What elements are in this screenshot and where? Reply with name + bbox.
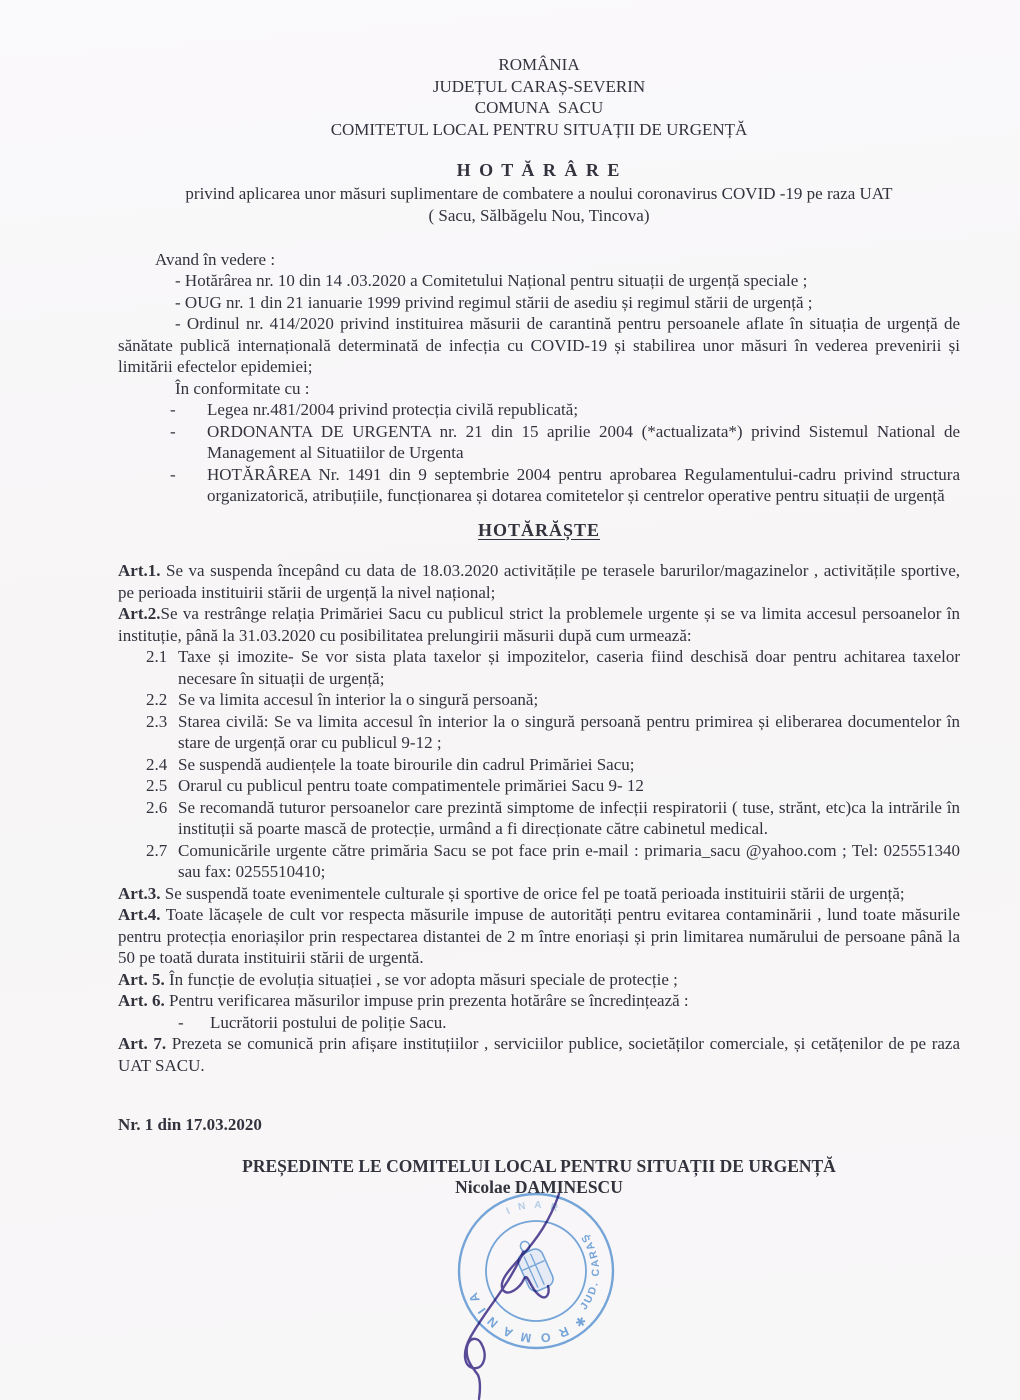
president-title-line: PREȘEDINTE LE COMITELUI LOCAL PENTRU SITUAȚII DE URGENȚĂ xyxy=(242,1155,836,1176)
article-text: Se va restrânge relația Primăriei Sacu cu publicul strict la problemele urgente și se va limita accesul persoanelor în instituție, până la 31.03.2020 cu posibilitatea prelungirii măsurii după cum urmează: xyxy=(118,604,960,645)
conformity-item xyxy=(118,464,960,507)
stamp-coat-of-arms-icon xyxy=(511,1236,555,1293)
measure-item-2-7 xyxy=(118,840,960,883)
article-text: Se suspendă toate evenimentele culturale și sportive de orice fel pe toată perioada instituirii stării de urgență; xyxy=(160,883,905,903)
subtitle-line-2: ( Sacu, Sălbăgelu Nou, Tincova) xyxy=(428,206,650,225)
article-label: Art. 7. xyxy=(118,1034,167,1053)
svg-text:I N A R xyxy=(505,1200,562,1217)
letterhead xyxy=(118,54,960,140)
measure-text: Se va limita accesul în interior la o singură persoană; xyxy=(178,690,539,709)
conformity-item-text: ORDONANTA DE URGENTA nr. 21 din 15 aprilie 2004 (*actualizata*) privind Sistemul National de Management al Situatiilor de Urgenta xyxy=(207,421,960,462)
measure-item-2-2 xyxy=(118,689,960,711)
measure-number: 2.4 xyxy=(146,754,168,774)
preamble-intro: Avand în vedere : xyxy=(155,249,276,269)
measure-item-2-4 xyxy=(118,754,960,776)
article-3 xyxy=(118,883,960,905)
measure-item-2-5 xyxy=(118,775,960,797)
measure-number: 2.3 xyxy=(146,711,168,731)
letterhead-country: ROMÂNIA xyxy=(498,55,580,74)
measure-text: Se recomandă tuturor persoanelor care prezintă simptome de infecții respiratorii ( tuse, strănt, etc)ca la intrările în instituții să poarte mască de protecție, urmând a fi direcționate către cabinetul medical. xyxy=(178,797,960,838)
conformity-item-text: Legea nr.481/2004 privind protecția civilă republicată; xyxy=(207,400,579,419)
measure-item-2-1 xyxy=(118,646,960,689)
dash-bullet: - xyxy=(170,421,176,441)
svg-text:JUD. CARAŞ xyxy=(578,1230,602,1312)
article-text: În funcție de evoluția situației , se vor adopta măsuri speciale de protecție ; xyxy=(164,969,678,989)
decision-heading: HOTĂRĂȘTE xyxy=(477,519,601,540)
svg-text:✱ R O M A N I A xyxy=(465,1288,588,1345)
measure-number: 2.7 xyxy=(146,840,168,860)
article-label: Art. 6. xyxy=(118,991,165,1010)
subtitle-line-1: privind aplicarea unor măsuri suplimentare de combatere a noului coronavirus COVID -19 pe raza UAT xyxy=(185,183,893,203)
police-sub-item xyxy=(118,1012,960,1034)
signature-scrawl-icon xyxy=(465,1194,559,1399)
measure-text: Se suspendă audiențele la toate birourile din cadrul Primăriei Sacu; xyxy=(178,754,635,774)
letterhead-commune: COMUNA SACU xyxy=(474,98,604,117)
measure-number: 2.1 xyxy=(146,647,168,666)
conformity-item-text: HOTĂRÂREA Nr. 1491 din 9 septembrie 2004 pentru aprobarea Regulamentului-cadru privind structura organizatorică, atribuțiile, funcționarea și dotarea comitetelor și centrelor operative pentru situații de urgență xyxy=(207,464,960,505)
measure-item-2-6 xyxy=(118,797,960,840)
dash-bullet: - xyxy=(170,464,176,484)
letterhead-county: JUDEȚUL CARAȘ-SEVERIN xyxy=(432,76,646,96)
measure-text: Taxe și imozite- Se vor sista plata taxelor și impozitelor, caseria fiind deschisă doar pentru achitarea taxelor necesare în situații de urgență; xyxy=(178,647,960,688)
measure-number: 2.2 xyxy=(146,690,168,709)
article-text: Toate lăcașele de cult vor respecta măsurile impuse de autorități pentru evitarea contaminării , lund toate măsurile pentru protecția enoriașilor prin respectarea distantei de 2 m între enoriași și prin limitarea numărului de persoane până la 50 pe toată durata instituirii stării de urgentă. xyxy=(118,905,960,967)
article-label: Art.1. xyxy=(118,561,161,580)
police-sub-item-text: Lucrătorii postului de poliție Sacu. xyxy=(210,1012,447,1032)
article-4 xyxy=(118,904,960,969)
article-label: Art.2. xyxy=(118,604,161,623)
seal-and-signature-overlay xyxy=(428,1172,643,1400)
measure-text: Orarul cu publicul pentru toate compatimentele primăriei Sacu 9- 12 xyxy=(178,776,644,795)
article-5 xyxy=(118,969,960,991)
article-1 xyxy=(118,560,960,603)
conformity-intro: În conformitate cu : xyxy=(175,378,310,398)
consideration-item: - Hotărârea nr. 10 din 14 .03.2020 a Comitetului Național pentru situații de urgență speciale ; xyxy=(175,271,808,290)
article-text: Prezeta se comunică prin afișare instituțiilor , serviciilor publice, societăților comerciale, și cetățenilor de pe raza UAT SACU. xyxy=(118,1034,961,1075)
article-6 xyxy=(118,990,960,1012)
letterhead-committee: COMITETUL LOCAL PENTRU SITUAȚII DE URGENȚĂ xyxy=(330,119,748,139)
article-2 xyxy=(118,603,960,646)
article-7 xyxy=(118,1033,960,1076)
consideration-item: - Ordinul nr. 414/2020 privind instituirea măsurii de carantină pentru persoanele aflate în situația de urgență de sănătate publică internațională determinată de infecția cu COVID-19 și stabilirea unor măsuri în vederea prevenirii și limitării efectelor epidemiei; xyxy=(118,314,960,376)
measure-number: 2.5 xyxy=(146,776,168,795)
official-round-stamp-icon xyxy=(459,1194,613,1348)
measure-text: Comunicările urgente către primăria Sacu se pot face prin e-mail : primaria_sacu @yahoo.com ; Tel: 025551340 sau fax: 0255510410; xyxy=(178,840,960,881)
page-title: H O T Ă R Â R E xyxy=(456,160,622,180)
article-label: Art.3. xyxy=(118,883,161,903)
dash-bullet: - xyxy=(170,400,176,419)
measure-number: 2.6 xyxy=(146,797,168,817)
stamp-top-text: I N A R xyxy=(504,1199,562,1218)
consideration-item: - OUG nr. 1 din 21 ianuarie 1999 privind regimul stării de asediu și regimul stării de urgență ; xyxy=(175,292,813,312)
article-label: Art.4. xyxy=(118,905,161,924)
conformity-item xyxy=(118,399,960,421)
conformity-item xyxy=(118,421,960,464)
dash-bullet: - xyxy=(178,1012,184,1032)
president-name: Nicolae DAMINESCU xyxy=(455,1177,623,1197)
article-text: Se va suspenda începând cu data de 18.03.2020 activitățile pe terasele barurilor/magazinelor , activitățile sportive, pe perioada instituirii stării de urgență la nivel național; xyxy=(118,561,960,602)
measure-item-2-3 xyxy=(118,711,960,754)
article-text: Pentru verificarea măsurilor impuse prin prezenta hotărâre se încredințează : xyxy=(164,991,689,1010)
article-label: Art. 5. xyxy=(118,969,165,989)
measure-text: Starea civilă: Se va limita accesul în interior la o singură persoană pentru primirea și eliberarea documentelor în stare de urgență orar cu publicul 9-12 ; xyxy=(178,711,960,752)
stamp-right-text: JUD. CARAŞ xyxy=(577,1230,602,1313)
decree-number-date: Nr. 1 din 17.03.2020 xyxy=(118,1115,262,1134)
stamp-bottom-text: ✱ R O M A N I A xyxy=(465,1288,589,1346)
